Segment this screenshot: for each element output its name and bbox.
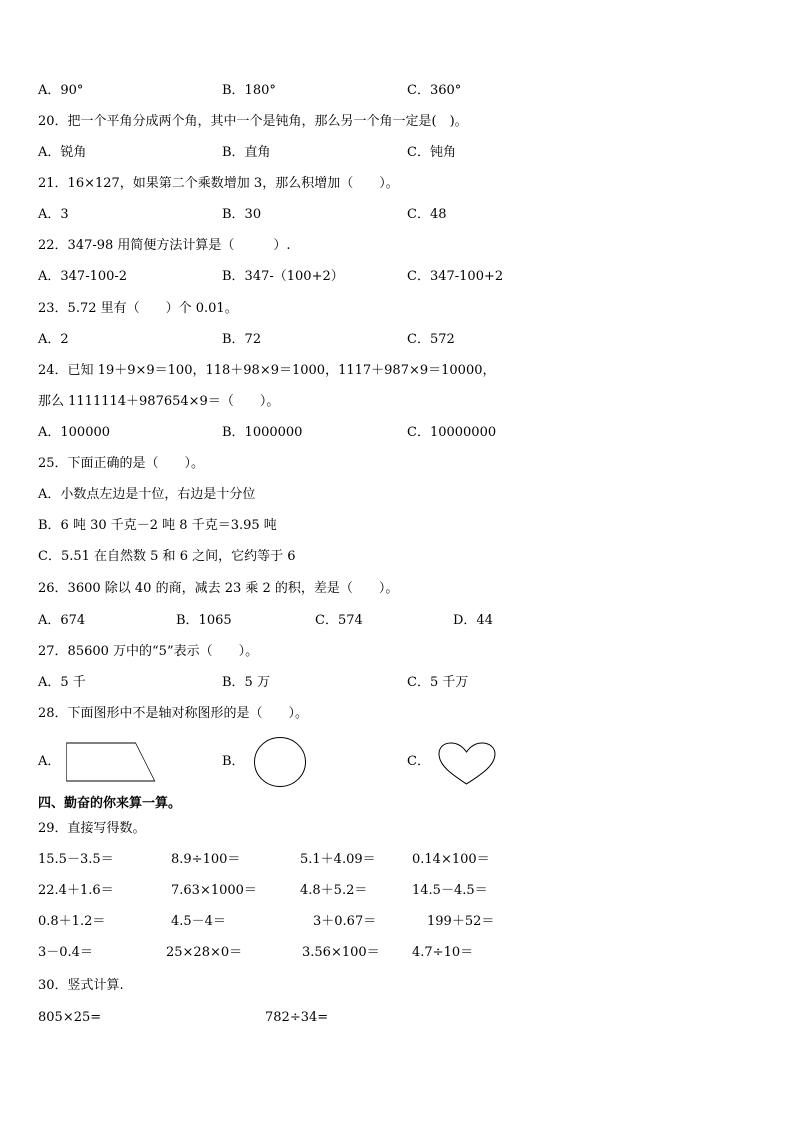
q28-stem: 28．下面图形中不是轴对称图形的是（ ）。 xyxy=(38,706,309,721)
q25-stem: 25．下面正确的是（ ）。 xyxy=(38,456,205,471)
q29-item: 3＋0.67＝ xyxy=(313,914,377,929)
q24-option-b: B．1000000 xyxy=(222,425,303,440)
q22-option-c: C．347-100+2 xyxy=(407,269,504,284)
q29-item: 4.7÷10＝ xyxy=(412,945,474,960)
q26-option-a: A．674 xyxy=(38,613,86,628)
q21-option-c: C．48 xyxy=(407,207,447,222)
q21-stem: 21．16×127，如果第二个乘数增加 3，那么积增加（ ）。 xyxy=(38,176,399,191)
q29-item: 22.4＋1.6＝ xyxy=(38,883,114,898)
section-4-title: 四、勤奋的你来算一算。 xyxy=(38,796,182,811)
q29-item: 5.1＋4.09＝ xyxy=(300,852,376,867)
q19-option-b: B．180° xyxy=(222,83,276,98)
q27-option-c: C．5 千万 xyxy=(407,675,469,690)
q29-item: 0.14×100＝ xyxy=(412,852,490,867)
q22-option-a: A．347-100-2 xyxy=(38,269,128,284)
q21-option-b: B．30 xyxy=(222,207,262,222)
q28-option-a: A． xyxy=(38,754,61,769)
q23-option-b: B．72 xyxy=(222,332,262,347)
q29-item: 8.9÷100＝ xyxy=(171,852,241,867)
q30-stem: 30．竖式计算. xyxy=(38,978,124,993)
q24-stem-line2: 那么 1111114＋987654×9＝（ ）。 xyxy=(38,394,280,409)
q24-option-c: C．10000000 xyxy=(407,425,497,440)
q20-option-a: A．锐角 xyxy=(38,145,87,160)
q29-item: 3.56×100＝ xyxy=(302,945,380,960)
q29-item: 15.5－3.5＝ xyxy=(38,852,114,867)
q29-stem: 29．直接写得数。 xyxy=(38,821,146,836)
q30-item-1: 805×25= xyxy=(38,1010,102,1025)
q27-stem: 27．85600 万中的“5”表示（ ）。 xyxy=(38,644,259,659)
q23-option-a: A．2 xyxy=(38,332,69,347)
q25-option-c: C．5.51 在自然数 5 和 6 之间，它约等于 6 xyxy=(38,549,296,564)
trapezoid-shape xyxy=(66,742,156,782)
q21-option-a: A．3 xyxy=(38,207,69,222)
q30-item-2: 782÷34= xyxy=(265,1010,329,1025)
q27-option-b: B．5 万 xyxy=(222,675,270,690)
q29-item: 4.8＋5.2＝ xyxy=(300,883,368,898)
q26-option-d: D．44 xyxy=(453,613,493,628)
q26-option-b: B．1065 xyxy=(176,613,232,628)
heart-shape xyxy=(437,742,497,786)
q22-stem: 22．347-98 用简便方法计算是（ ）. xyxy=(38,238,291,253)
q28-option-c: C． xyxy=(407,754,430,769)
q29-item: 4.5－4＝ xyxy=(171,914,226,929)
q23-option-c: C．572 xyxy=(407,332,455,347)
q19-option-c: C．360° xyxy=(407,83,462,98)
q26-option-c: C．574 xyxy=(315,613,363,628)
q27-option-a: A．5 千 xyxy=(38,675,86,690)
circle-shape xyxy=(254,737,308,789)
q29-item: 199＋52＝ xyxy=(427,914,495,929)
q20-option-b: B．直角 xyxy=(222,145,271,160)
q22-option-b: B．347-（100+2） xyxy=(222,269,344,284)
q29-item: 14.5－4.5＝ xyxy=(412,883,488,898)
q20-option-c: C．钝角 xyxy=(407,145,456,160)
q24-option-a: A．100000 xyxy=(38,425,111,440)
q28-option-b: B． xyxy=(222,754,245,769)
q24-stem-line1: 24．已知 19＋9×9＝100，118＋98×9＝1000，1117＋987×9＝10000， xyxy=(38,363,496,378)
q23-stem: 23．5.72 里有（ ）个 0.01。 xyxy=(38,301,238,316)
q25-option-b: B．6 吨 30 千克－2 吨 8 千克＝3.95 吨 xyxy=(38,518,277,533)
q29-item: 25×28×0＝ xyxy=(166,945,243,960)
q19-option-a: A．90° xyxy=(38,83,84,98)
q29-item: 3－0.4＝ xyxy=(38,945,93,960)
q29-item: 0.8＋1.2＝ xyxy=(38,914,106,929)
q20-stem: 20．把一个平角分成两个角，其中一个是钝角，那么另一个角一定是( )。 xyxy=(38,114,468,129)
q26-stem: 26．3600 除以 40 的商，减去 23 乘 2 的积，差是（ ）。 xyxy=(38,581,399,596)
q29-item: 7.63×1000＝ xyxy=(171,883,257,898)
q25-option-a: A．小数点左边是十位，右边是十分位 xyxy=(38,487,256,502)
